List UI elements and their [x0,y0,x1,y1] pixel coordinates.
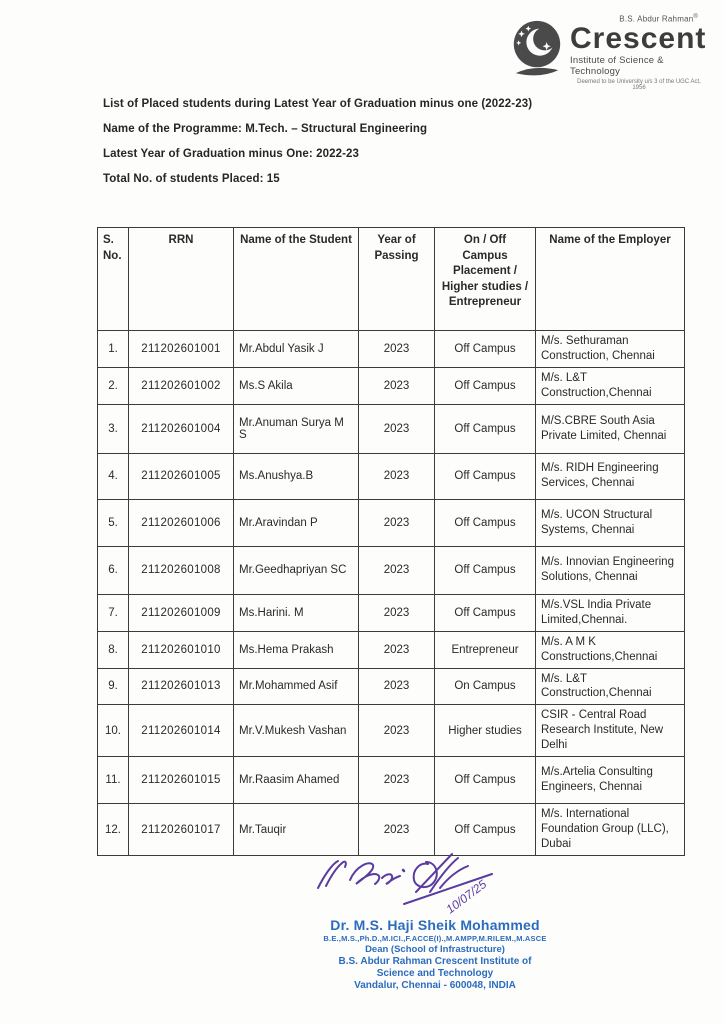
cell-serial-number: 2. [98,367,129,404]
cell-employer-name: M/s. UCON Structural Systems, Chennai [536,499,685,546]
cell-serial-number: 1. [98,331,129,368]
table-row [98,367,685,404]
cell-employer-name: M/s. RIDH Engineering Services, Chennai [536,453,685,499]
cell-student-name: Mr.Geedhapriyan SC [234,546,359,594]
cell-placement-type: Off Campus [435,331,536,368]
cell-serial-number: 9. [98,668,129,705]
cell-rrn: 211202601002 [129,367,234,404]
signature-block [312,848,522,920]
table-row [98,594,685,631]
cell-rrn: 211202601010 [129,631,234,668]
table-row [98,668,685,705]
col-header-rrn: RRN [129,228,234,331]
cell-student-name: Mr.Abdul Yasik J [234,331,359,368]
col-header-placement: On / Off Campus Placement / Higher studies / Entrepreneur [435,228,536,331]
cell-serial-number: 11. [98,757,129,804]
placement-table-header [98,228,685,331]
col-header-employer: Name of the Employer [536,228,685,331]
cell-placement-type: Higher studies [435,705,536,757]
cell-rrn: 211202601014 [129,705,234,757]
cell-year-of-passing: 2023 [359,705,435,757]
table-row [98,705,685,757]
logo-tagline: Deemed to be University u/s 3 of the UGC Act, 1956 [577,78,701,91]
table-row [98,499,685,546]
cell-employer-name: M/s.Artelia Consulting Engineers, Chennai [536,757,685,804]
cell-employer-name: M/s.VSL India Private Limited,Chennai. [536,594,685,631]
cell-rrn: 211202601008 [129,546,234,594]
cell-student-name: Mr.Tauqir [234,804,359,856]
signatory-stamp [255,917,615,991]
institute-name-line1: B.S. Abdur Rahman Crescent Institute of [338,956,532,967]
cell-student-name: Ms.Harini. M [234,594,359,631]
cell-employer-name: M/s. A M K Constructions,Chennai [536,631,685,668]
cell-student-name: Mr.Mohammed Asif [234,668,359,705]
cell-placement-type: Off Campus [435,804,536,856]
crescent-moon-logo-icon [508,18,566,82]
cell-employer-name: CSIR - Central Road Research Institute, New Delhi [536,705,685,757]
placement-table [97,227,685,856]
cell-employer-name: M/s. International Foundation Group (LLC), Dubai [536,804,685,856]
signature-date: 10/07/25 [443,877,490,917]
cell-serial-number: 8. [98,631,129,668]
logo-text-block [570,14,708,91]
cell-serial-number: 3. [98,404,129,453]
cell-year-of-passing: 2023 [359,546,435,594]
cell-year-of-passing: 2023 [359,631,435,668]
table-row [98,546,685,594]
cell-year-of-passing: 2023 [359,499,435,546]
cell-employer-name: M/s. L&T Construction,Chennai [536,668,685,705]
institute-logo [508,14,708,91]
table-row [98,331,685,368]
cell-placement-type: Off Campus [435,757,536,804]
table-row [98,757,685,804]
table-row [98,404,685,453]
cell-placement-type: Off Campus [435,546,536,594]
cell-year-of-passing: 2023 [359,331,435,368]
institute-address: Vandalur, Chennai - 600048, INDIA [354,980,516,991]
cell-rrn: 211202601001 [129,331,234,368]
placement-table-body [98,331,685,856]
cell-rrn: 211202601013 [129,668,234,705]
cell-serial-number: 6. [98,546,129,594]
cell-student-name: Mr.Raasim Ahamed [234,757,359,804]
cell-placement-type: Off Campus [435,594,536,631]
logo-pre-title: B.S. Abdur Rahman® [619,14,698,24]
cell-rrn: 211202601017 [129,804,234,856]
programme-name: Name of the Programme: M.Tech. – Structural Engineering [103,123,428,135]
handwritten-signature [312,848,522,920]
logo-subtitle: Institute of Science & Technology [570,54,664,77]
institute-name-line2: Science and Technology [376,968,494,979]
registered-trademark-symbol: ® [693,14,698,20]
cell-serial-number: 4. [98,453,129,499]
table-row [98,453,685,499]
cell-placement-type: Entrepreneur [435,631,536,668]
cell-student-name: Mr.Aravindan P [234,499,359,546]
document-headings [103,98,663,198]
cell-employer-name: M/s. L&T Construction,Chennai [536,367,685,404]
col-header-sno: S. No. [98,228,129,331]
cell-employer-name: M/s. Sethuraman Construction, Chennai [536,331,685,368]
cell-employer-name: M/s. Innovian Engineering Solutions, Chennai [536,546,685,594]
cell-serial-number: 7. [98,594,129,631]
signatory-name: Dr. M.S. Haji Sheik Mohammed [330,917,540,933]
signatory-designation: Dean (School of Infrastructure) [365,944,505,955]
cell-student-name: Mr.Anuman Surya M S [234,404,359,453]
cell-year-of-passing: 2023 [359,668,435,705]
cell-year-of-passing: 2023 [359,757,435,804]
graduation-year: Latest Year of Graduation minus One: 2022-23 [103,148,359,160]
cell-year-of-passing: 2023 [359,367,435,404]
cell-rrn: 211202601009 [129,594,234,631]
cell-student-name: Ms.Hema Prakash [234,631,359,668]
cell-student-name: Ms.S Akila [234,367,359,404]
cell-year-of-passing: 2023 [359,804,435,856]
cell-serial-number: 5. [98,499,129,546]
col-header-name: Name of the Student [234,228,359,331]
table-row [98,631,685,668]
cell-year-of-passing: 2023 [359,453,435,499]
logo-name: Crescent [570,21,707,55]
cell-placement-type: Off Campus [435,499,536,546]
cell-rrn: 211202601004 [129,404,234,453]
cell-placement-type: Off Campus [435,404,536,453]
cell-rrn: 211202601006 [129,499,234,546]
cell-placement-type: Off Campus [435,453,536,499]
cell-employer-name: M/S.CBRE South Asia Private Limited, Chennai [536,404,685,453]
cell-year-of-passing: 2023 [359,404,435,453]
cell-rrn: 211202601015 [129,757,234,804]
cell-serial-number: 10. [98,705,129,757]
cell-serial-number: 12. [98,804,129,856]
cell-year-of-passing: 2023 [359,594,435,631]
signatory-qualifications: B.E.,M.S.,Ph.D.,M.ICI.,F.ACCE(I).,M.AMPP,M.RILEM.,M.ASCE [323,934,547,943]
col-header-year: Year of Passing [359,228,435,331]
cell-student-name: Ms.Anushya.B [234,453,359,499]
cell-placement-type: Off Campus [435,367,536,404]
document-title: List of Placed students during Latest Year of Graduation minus one (2022-23) [103,98,533,110]
cell-placement-type: On Campus [435,668,536,705]
cell-student-name: Mr.V.Mukesh Vashan [234,705,359,757]
cell-rrn: 211202601005 [129,453,234,499]
total-placed: Total No. of students Placed: 15 [103,173,280,185]
